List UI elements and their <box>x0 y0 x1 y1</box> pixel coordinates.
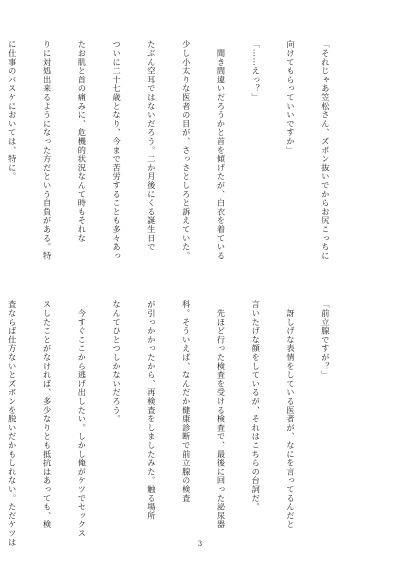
text-line: なんてひとつしかないだろう。 <box>112 300 123 424</box>
text-line: 「前立腺ですが？」 <box>320 300 331 380</box>
text-line: に仕事のバスケにおいては、特に。 <box>7 40 18 181</box>
text-line: 査ならば仕方ないとズボンを脱いだかもしれない。ただケツは <box>7 300 18 547</box>
text-block-lower <box>7 300 354 547</box>
text-line: りに対処出来るようになった方だという自負がある。特 <box>42 40 53 260</box>
text-line: たぶん空耳ではないだろう。二か月後にくる誕生日で <box>146 40 157 252</box>
text-line: スしたことがなければ、多少なりとも抵抗はあっても、検 <box>42 300 53 529</box>
text-line: 今すぐここから逃げ出したい。しかし俺がケツでセックス <box>77 300 88 538</box>
text-line: 向けてもらっていいですか」 <box>286 40 297 155</box>
text-block-upper <box>7 40 354 268</box>
text-line: 科。そういえば、なんだか健康診断で前立腺の検査 <box>181 300 192 503</box>
text-line: たお肌と首の痛みに、危機的状況なんて時もそれな <box>77 40 88 243</box>
text-line: 「それじゃあ笠松さん、ズボン抜いでからお尻こっちに <box>320 40 331 260</box>
text-line: が引っかかったから、再検査をしましたみた。触る場所 <box>146 300 157 520</box>
text-line: 聞き間違いだろうかと首を傾げたが、白衣を着ている <box>216 40 227 260</box>
text-line: ついに二十七歳となり、今まで苦労することも多々あっ <box>112 40 123 260</box>
text-line: 「……えっ？」 <box>251 40 262 102</box>
text-line: 言いたげな顔をしているが、それはこちらの台詞だ。 <box>251 300 262 512</box>
page-number: 3 <box>197 540 203 548</box>
text-line: 先ほど行った検査を受ける検査で、最後に回った泌尿器 <box>216 300 227 529</box>
text-line: 少し小太りな医者の目が、さっさとしろと訴えていた。 <box>181 40 192 260</box>
text-line: 訝しげな表情をしている医者が、なにを言ってるんだと <box>286 300 297 529</box>
